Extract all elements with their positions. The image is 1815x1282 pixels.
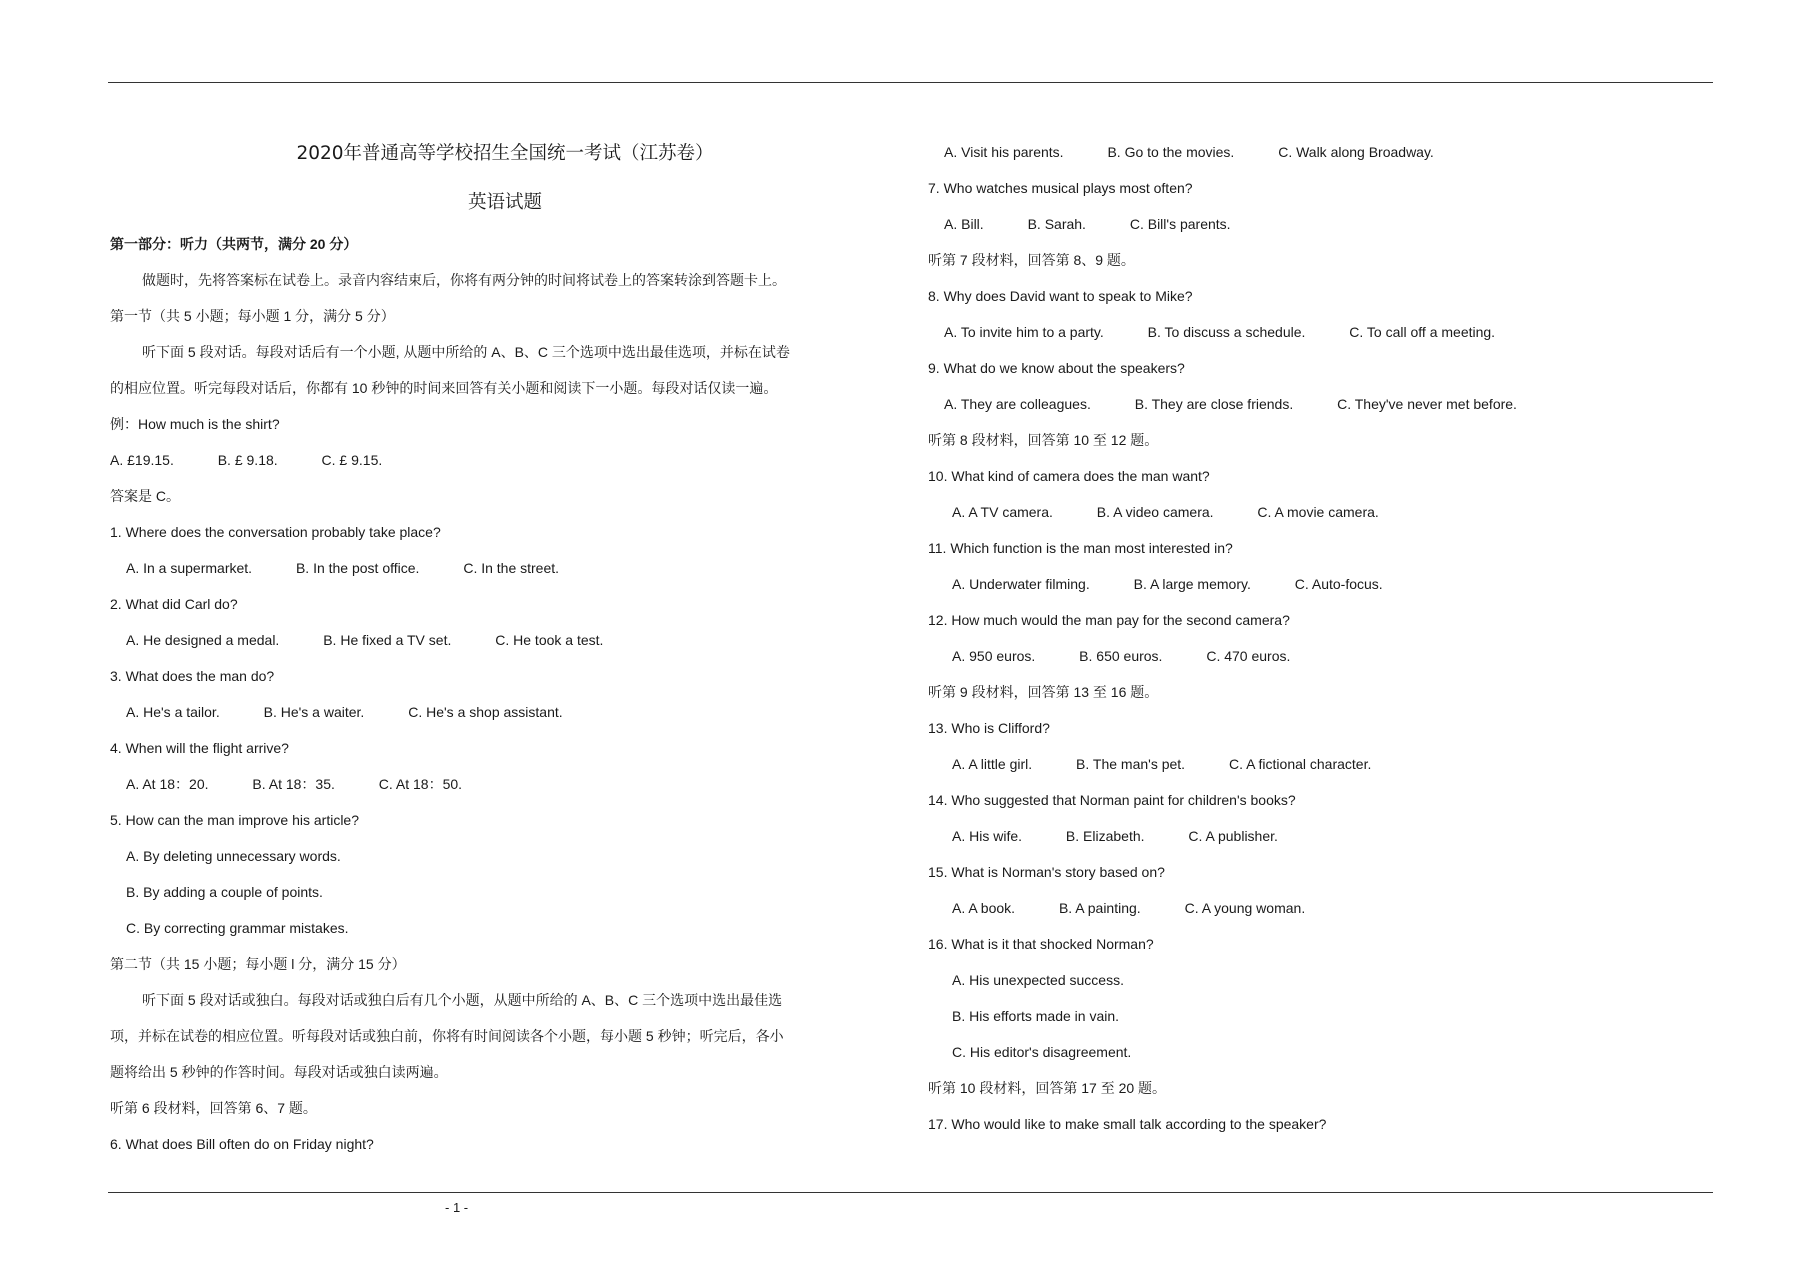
option: C. Auto-focus. <box>1294 576 1383 592</box>
option: B. To discuss a schedule. <box>1147 324 1306 340</box>
page-number: - 1 - <box>445 1200 469 1215</box>
option: C. By correcting grammar mistakes. <box>126 920 349 936</box>
example-options <box>110 442 900 478</box>
question-options <box>928 494 1718 530</box>
option: B. A painting. <box>1058 900 1141 916</box>
question-options <box>928 746 1718 782</box>
option: C. Walk along Broadway. <box>1278 144 1434 160</box>
option: B. His efforts made in vain. <box>952 1008 1120 1024</box>
exam-subtitle: 英语试题 <box>467 192 542 213</box>
question-options <box>928 314 1718 350</box>
question: 13. Who is Clifford? <box>928 720 1050 736</box>
section-instruction: 听下面 5 段对话或独白。每段对话或独白后有几个小题，从题中所给的 A、B、C 三个选项中选出最佳选 <box>142 992 783 1008</box>
option: B. Go to the movies. <box>1107 144 1235 160</box>
question: 16. What is it that shocked Norman? <box>928 936 1154 952</box>
option: B. 650 euros. <box>1079 648 1163 664</box>
question: 2. What did Carl do? <box>110 596 238 612</box>
option: A. 950 euros. <box>952 648 1036 664</box>
question-options <box>928 386 1718 422</box>
option: A. A little girl. <box>952 756 1033 772</box>
option: C. He's a shop assistant. <box>408 704 563 720</box>
example-answer: 答案是 C。 <box>110 488 180 504</box>
option: A. Visit his parents. <box>944 144 1064 160</box>
section-instruction: 项，并标在试卷的相应位置。听每段对话或独白前，你将有时间阅读各个小题，每小题 5 秒钟；听完后，各小 <box>110 1028 784 1044</box>
option: A. A TV camera. <box>952 504 1053 520</box>
option: A. To invite him to a party. <box>944 324 1104 340</box>
option: C. A publisher. <box>1188 828 1278 844</box>
option: A. Underwater filming. <box>952 576 1090 592</box>
exam-title: 2020年普通高等学校招生全国统一考试（江苏卷） <box>296 143 714 164</box>
option: A. They are colleagues. <box>944 396 1091 412</box>
option: B. By adding a couple of points. <box>126 884 323 900</box>
question: 17. Who would like to make small talk according to the speaker? <box>928 1116 1327 1132</box>
question: 4. When will the flight arrive? <box>110 740 289 756</box>
question-options <box>928 890 1718 926</box>
option: A. Bill. <box>944 216 984 232</box>
left-column <box>110 128 900 1162</box>
question-options <box>110 550 900 586</box>
option: A. A book. <box>952 900 1016 916</box>
section-instruction: 题将给出 5 秒钟的作答时间。每段对话或独白读两遍。 <box>110 1064 448 1080</box>
option: A. He's a tailor. <box>126 704 220 720</box>
option: C. To call off a meeting. <box>1349 324 1496 340</box>
right-column <box>928 134 1718 1142</box>
question: 9. What do we know about the speakers? <box>928 360 1185 376</box>
question: 8. Why does David want to speak to Mike? <box>928 288 1193 304</box>
option: C. A movie camera. <box>1257 504 1379 520</box>
option: C. They've never met before. <box>1337 396 1517 412</box>
segment-heading: 听第 8 段材料，回答第 10 至 12 题。 <box>928 432 1159 448</box>
option: C. In the street. <box>463 560 560 576</box>
question: 5. How can the man improve his article? <box>110 812 359 828</box>
section-heading: 第一节（共 5 小题；每小题 1 分，满分 5 分） <box>110 308 395 324</box>
question: 14. Who suggested that Norman paint for children's books? <box>928 792 1296 808</box>
option: B. The man's pet. <box>1076 756 1186 772</box>
option: B. At 18：35. <box>252 776 335 792</box>
question-options <box>928 818 1718 854</box>
segment-heading: 听第 10 段材料，回答第 17 至 20 题。 <box>928 1080 1167 1096</box>
option: A. His wife. <box>952 828 1023 844</box>
top-rule <box>108 82 1713 83</box>
option: B. In the post office. <box>295 560 420 576</box>
option: B. £ 9.18. <box>217 452 278 468</box>
option: A. By deleting unnecessary words. <box>126 848 341 864</box>
option: A. He designed a medal. <box>126 632 280 648</box>
instruction: 做题时，先将答案标在试卷上。录音内容结束后，你将有两分钟的时间将试卷上的答案转涂到答题卡上。 <box>142 272 786 288</box>
section-instruction: 的相应位置。听完每段对话后，你都有 10 秒钟的时间来回答有关小题和阅读下一小题。每段对话仅读一遍。 <box>110 380 778 396</box>
question: 10. What kind of camera does the man want? <box>928 468 1210 484</box>
option: C. Bill's parents. <box>1129 216 1231 232</box>
option: B. He's a waiter. <box>263 704 365 720</box>
question-options <box>110 622 900 658</box>
option: A. In a supermarket. <box>126 560 253 576</box>
question: 6. What does Bill often do on Friday night? <box>110 1136 374 1152</box>
part-heading: 第一部分：听力（共两节，满分 20 分） <box>110 236 358 252</box>
question-options <box>928 566 1718 602</box>
question: 7. Who watches musical plays most often? <box>928 180 1193 196</box>
option: B. A large memory. <box>1133 576 1251 592</box>
option: C. A young woman. <box>1184 900 1306 916</box>
option: B. Sarah. <box>1027 216 1086 232</box>
question-options <box>110 766 900 802</box>
bottom-rule <box>108 1192 1713 1193</box>
option: C. He took a test. <box>495 632 604 648</box>
segment-heading: 听第 6 段材料，回答第 6、7 题。 <box>110 1100 317 1116</box>
example-question: 例：How much is the shirt? <box>110 416 280 432</box>
question: 15. What is Norman's story based on? <box>928 864 1165 880</box>
option: C. 470 euros. <box>1206 648 1291 664</box>
option: C. At 18：50. <box>378 776 463 792</box>
segment-heading: 听第 7 段材料，回答第 8、9 题。 <box>928 252 1135 268</box>
option: B. A video camera. <box>1096 504 1214 520</box>
question-options <box>928 134 1718 170</box>
question-options <box>928 206 1718 242</box>
segment-heading: 听第 9 段材料，回答第 13 至 16 题。 <box>928 684 1159 700</box>
option: A. £19.15. <box>110 452 174 468</box>
question-options <box>928 638 1718 674</box>
section-instruction: 听下面 5 段对话。每段对话后有一个小题, 从题中所给的 A、B、C 三个选项中选出最佳选项，并标在试卷 <box>142 344 790 360</box>
section-heading: 第二节（共 15 小题；每小题 l 分，满分 15 分） <box>110 956 406 972</box>
option: A. His unexpected success. <box>952 972 1124 988</box>
question: 1. Where does the conversation probably take place? <box>110 524 441 540</box>
option: B. Elizabeth. <box>1065 828 1145 844</box>
option: C. His editor's disagreement. <box>952 1044 1132 1060</box>
question: 3. What does the man do? <box>110 668 275 684</box>
option: C. £ 9.15. <box>321 452 383 468</box>
question: 11. Which function is the man most interested in? <box>928 540 1233 556</box>
option: B. He fixed a TV set. <box>323 632 452 648</box>
question: 12. How much would the man pay for the second camera? <box>928 612 1290 628</box>
option: A. At 18：20. <box>126 776 209 792</box>
option: C. A fictional character. <box>1228 756 1372 772</box>
question-options <box>110 694 900 730</box>
option: B. They are close friends. <box>1134 396 1294 412</box>
